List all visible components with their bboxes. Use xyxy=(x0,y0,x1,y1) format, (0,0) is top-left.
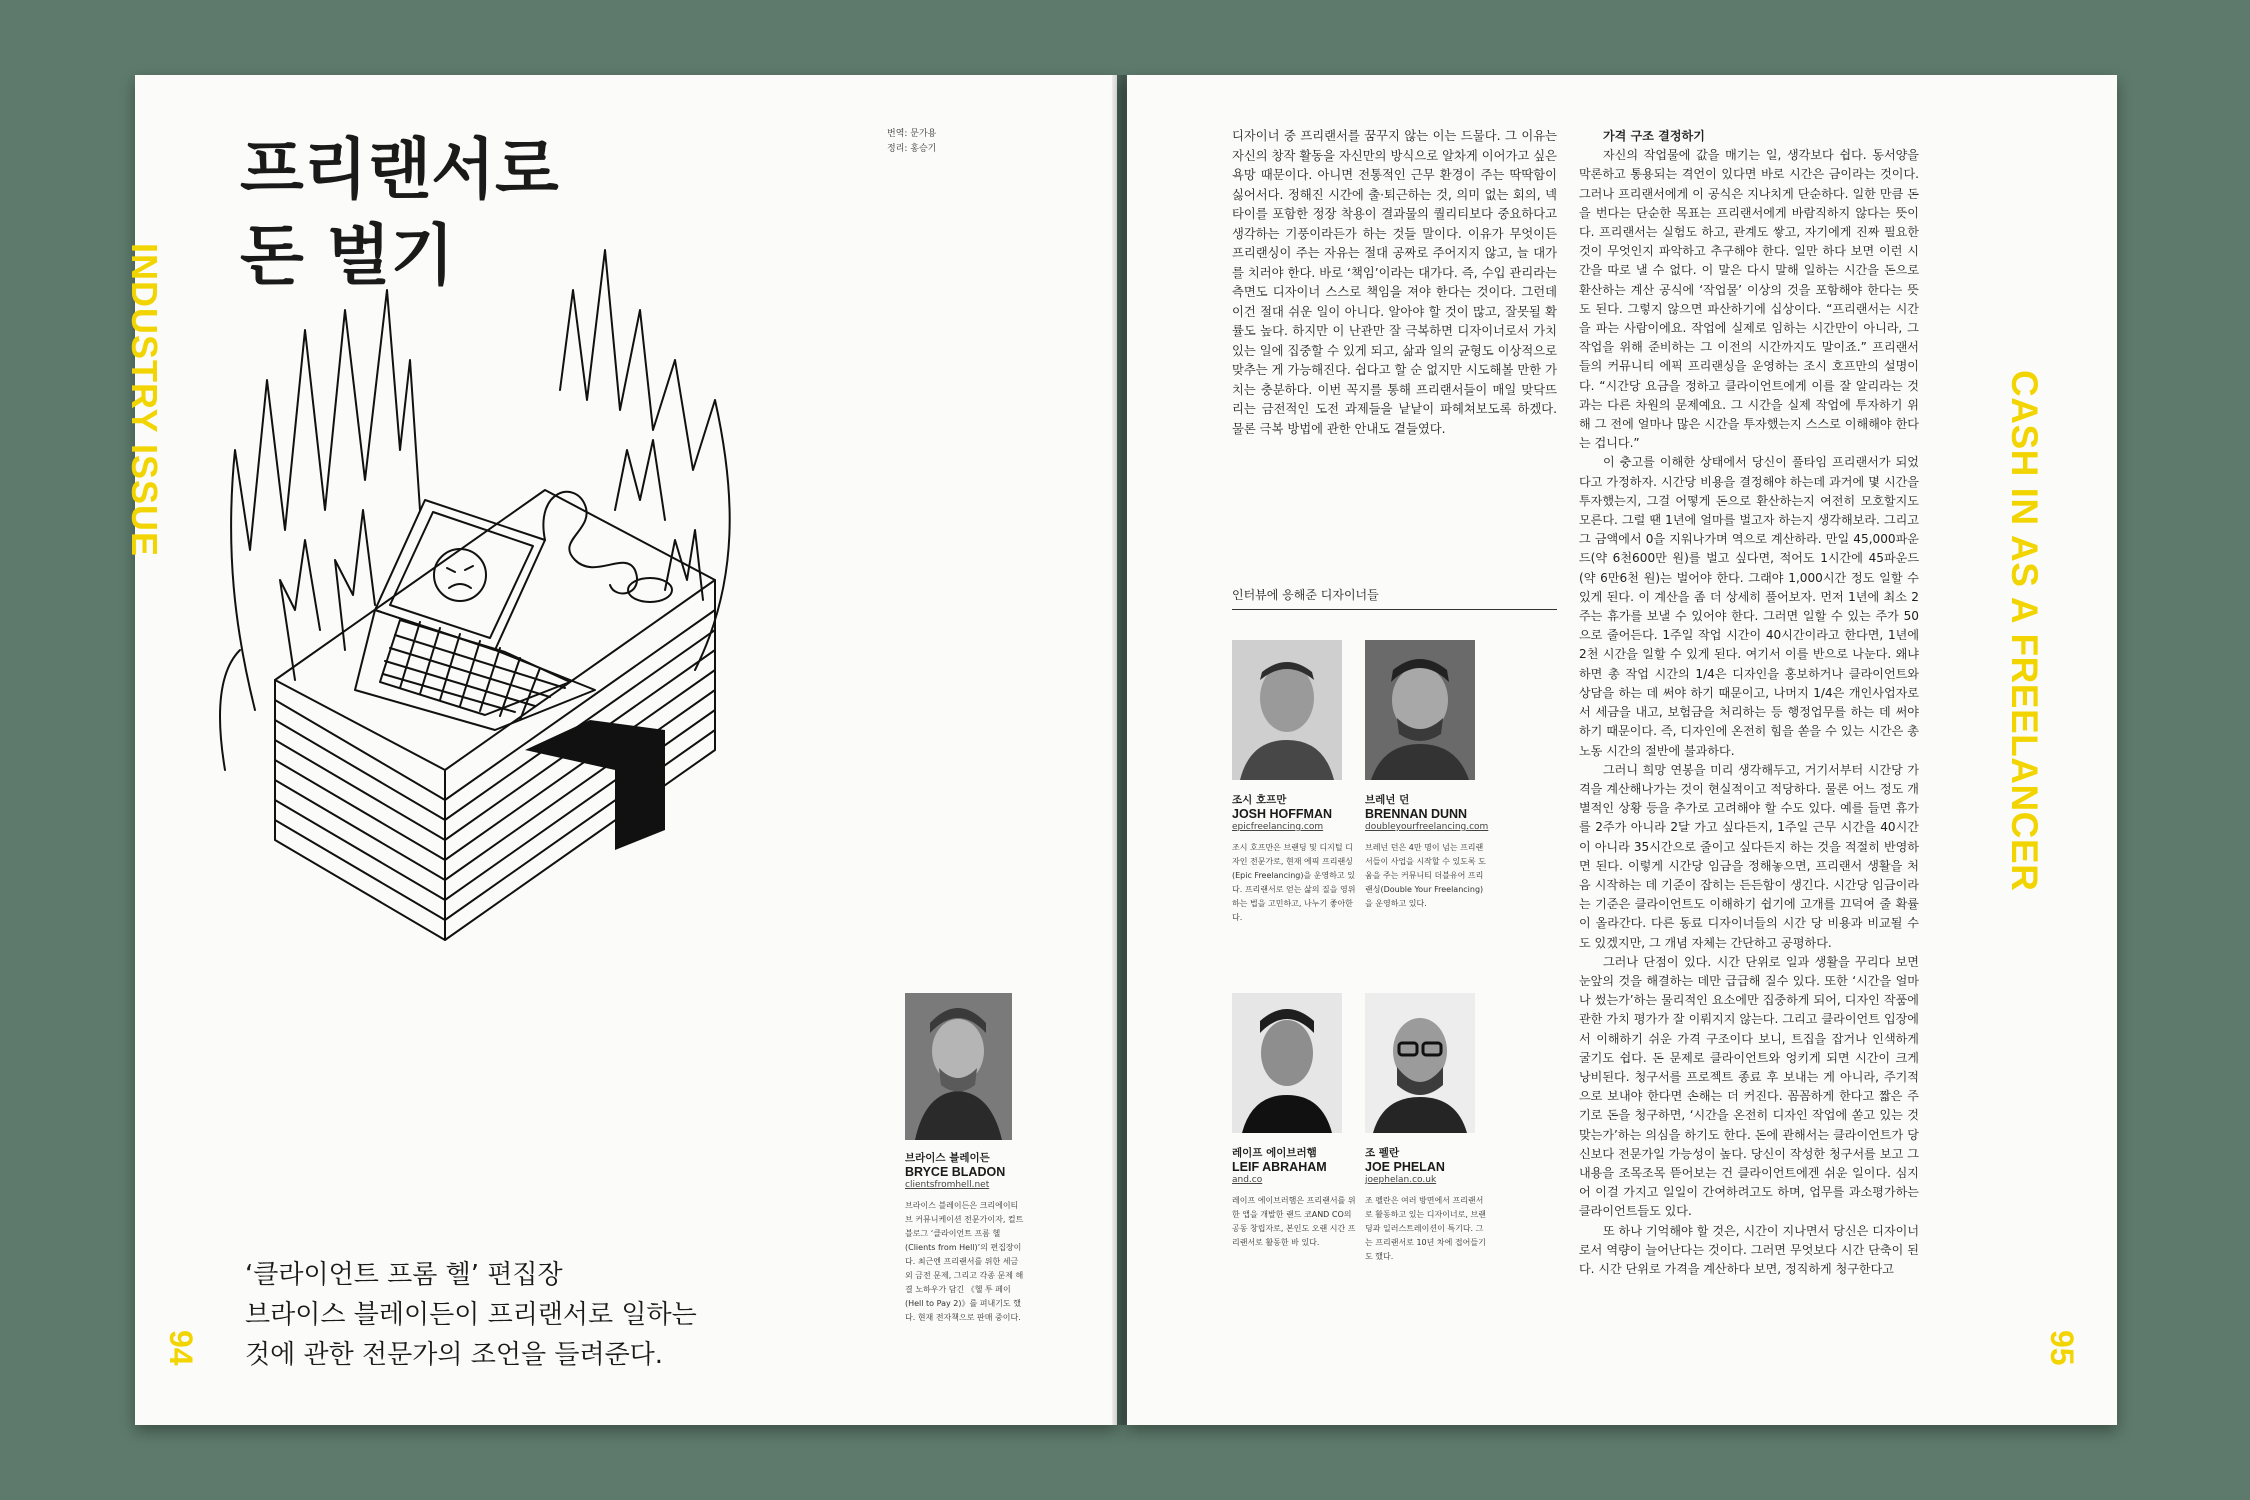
page-number-left: 94 xyxy=(163,1330,199,1366)
author-site-link[interactable]: clientsfromhell.net xyxy=(905,1180,990,1190)
title-line-1: 프리랜서로 xyxy=(240,131,559,208)
interviewee-info-1 xyxy=(1232,793,1357,925)
interviewee-site-link[interactable]: and.co xyxy=(1232,1175,1263,1185)
author-bio: 브라이스 블레이든은 크리에이티브 커뮤니케이션 전문가이자, 컬트 블로그 ‘클라이언트 프롬 헬(Clients from Hell)’의 편집장이다. 최근엔 프리랜서를 위한 세금 외 금전 문제, 그리고 각종 문제 해결 노하우가 담긴 《헬 투 페이(Hell to Pay 2)》를 펴내기도 했다. 현재 전자책으로 판매 중이다. xyxy=(905,1201,1024,1322)
interviewee-name-ko: 레이프 에이브러햄 xyxy=(1232,1147,1317,1159)
interviewee-bio: 레이프 에이브러햄은 프리랜서를 위한 앱을 개발한 랜드 코AND CO의 공동 창립자로, 본인도 오랜 시간 프리랜서로 활동한 바 있다. xyxy=(1232,1196,1356,1247)
tagline-line-3: 것에 관한 전문가의 조언을 들려준다. xyxy=(245,1340,664,1370)
title-line-2: 돈 벌기 xyxy=(240,217,455,294)
interviewee-photo-1 xyxy=(1232,640,1342,780)
stack-slot-shadow xyxy=(525,720,665,850)
section-label-left: INDUSTRY ISSUE xyxy=(124,243,165,558)
left-page xyxy=(124,75,1117,1425)
interviewee-site-link[interactable]: doubleyourfreelancing.com xyxy=(1365,822,1489,832)
interviewee-name-en: JOE PHELAN xyxy=(1365,1160,1445,1174)
section-subhead: 가격 구조 결정하기 xyxy=(1603,129,1705,143)
laptop-cable xyxy=(543,492,637,594)
interviewee-site-link[interactable]: epicfreelancing.com xyxy=(1232,822,1324,832)
interviewee-name-en: BRENNAN DUNN xyxy=(1365,807,1468,821)
interviewee-site-link[interactable]: joephelan.co.uk xyxy=(1365,1175,1437,1185)
credit-editor: 정리: 홍승기 xyxy=(887,144,937,154)
author-info xyxy=(905,1151,1025,1325)
interviewee-name-ko: 브레넌 던 xyxy=(1365,794,1410,806)
illustration-burning-laptop xyxy=(195,250,795,970)
interviewee-photo-2 xyxy=(1365,640,1475,780)
interviewees-heading: 인터뷰에 응해준 디자이너들 xyxy=(1232,586,1557,610)
section-label-right: CASH IN AS A FREELANCER xyxy=(2004,370,2045,892)
page-number-right: 95 xyxy=(2044,1330,2080,1366)
author-name-en: BRYCE BLADON xyxy=(905,1165,1006,1179)
tagline-line-2: 브라이스 블레이든이 프리랜서로 일하는 xyxy=(245,1300,697,1330)
portrait-image xyxy=(905,993,1012,1140)
interviewee-info-3 xyxy=(1232,1146,1357,1250)
author-name-ko: 브라이스 블레이든 xyxy=(905,1152,990,1164)
interviewee-photo-4 xyxy=(1365,993,1475,1133)
article-tagline xyxy=(245,1255,725,1375)
intro-column xyxy=(1232,127,1557,439)
main-column xyxy=(1579,127,1919,1279)
interviewee-photo-3 xyxy=(1232,993,1342,1133)
interviewee-name-ko: 조 펠란 xyxy=(1365,1147,1400,1159)
interviewee-bio: 브레넌 던은 4만 명이 넘는 프리랜서들이 사업을 시작할 수 있도록 도움을 주는 커뮤니티 더블유어 프리랜싱(Double Your Freelancing)을 운영하고 있다. xyxy=(1365,843,1486,908)
interviewee-name-ko: 조시 호프만 xyxy=(1232,794,1287,806)
right-page xyxy=(1127,75,2117,1425)
author-photo xyxy=(905,993,1012,1140)
portrait-image xyxy=(1365,993,1475,1133)
body-paragraph: 이 충고를 이해한 상태에서 당신이 풀타임 프리랜서가 되었다고 가정하자. 시간당 비용을 결정해야 하는데 과거에 몇 시간을 투자했는지, 그걸 어떻게 돈으로 환산하는지 여전히 모호할지도 모른다. 그럴 땐 1년에 얼마를 벌고자 하는지 생각해보라. 그리고 그 금액에서 0을 지워나가며 역으로 계산하라. 만일 45,000파운드(약 6천600만 원)를 벌고 싶다면, 적어도 1시간에 45파운드(약 6만6천 원)는 벌어야 한다. 그래야 1,000시간 정도 일할 수 있게 된다. 이 계산을 좀 더 상세히 풀어보자. 먼저 1년에 최소 2주는 휴가를 보낼 수 있어야 한다. 그러면 일할 수 있는 주가 50으로 줄어든다. 1주일 작업 시간이 40시간이라고 한다면, 1년에 2천 시간을 일할 수 있게 된다. 여기서 이를 반으로 나눈다. 왜냐하면 총 작업 시간의 1/4은 디자인을 홍보하거나 클라이언트와 상담을 하는 데 써야 하기 때문이고, 나머지 1/4은 개인사업자로서 세금을 내고, 보험금을 처리하는 등 행정업무를 하는 데 써야 하기 때문이다. 즉, 디자인에 온전히 힘을 쏟을 수 있는 시간은 총 노동 시간의 절반에 불과하다. xyxy=(1579,455,1919,758)
portrait-image xyxy=(1365,640,1475,780)
portrait-image xyxy=(1232,640,1342,780)
body-paragraph: 또 하나 기억해야 할 것은, 시간이 지나면서 당신은 디자이너로서 역량이 늘어난다는 것이다. 그러면 무엇보다 시간 단축이 된다. 시간 단위로 가격을 계산하다 보면, 정직하게 청구한다고 xyxy=(1579,1223,1919,1276)
interviewee-info-2 xyxy=(1365,793,1490,911)
flame-outline-right xyxy=(560,250,730,670)
body-paragraph: 그러나 단점이 있다. 시간 단위로 일과 생활을 꾸리다 보면 눈앞의 것을 해결하는 데만 급급해 질수 있다. 또한 ‘시간을 얼마나 썼는가’하는 물리적인 요소에만 집중하게 되어, 디자인 작품에 관한 가치 평가가 잘 이뤄지지 않는다. 그리고 클라이언트 입장에서 이해하기 쉬운 가격 구조이다 보니, 트집을 잡거나 인색하게 굴기도 쉽다. 돈 문제로 클라이언트와 엉키게 되면 시간이 크게 낭비된다. 청구서를 프로젝트 종료 후 보내는 게 아니라, 주기적으로 보내야 한다면 손해는 더 커진다. 꼼꼼하게 한다고 짧은 주기로 돈을 청구하면, ‘시간을 온전히 디자인 작업에 쏟고 있는 것 맞는가’하는 의심을 하기도 한다. 돈에 관해서는 클라이언트가 당신보다 전문가일 가능성이 높다. 당신이 작성한 청구서를 보고 그 내용을 조목조목 뜯어보는 건 클라이언트에겐 쉬운 일이다. 심지어 이걸 가지고 일일이 간여하려고도 하며, 업무를 과소평가하는 클라이언트들도 있다. xyxy=(1579,954,1919,1219)
portrait-image xyxy=(1232,993,1342,1133)
interviewee-bio: 조 펠란은 여러 방면에서 프리랜서로 활동하고 있는 디자이너로, 브랜딩과 일러스트레이션이 특기다. 그는 프리랜서로 10년 차에 접어들기도 했다. xyxy=(1365,1196,1486,1261)
body-paragraph: 그러니 희망 연봉을 미리 생각해두고, 거기서부터 시간당 가격을 계산해나가는 것이 현실적이고 적당하다. 물론 어느 정도 개별적인 상황 등을 추가로 고려해야 할 수도 있다. 예를 들면 휴가를 2주가 아니라 2달 가고 싶다든지, 1주일 근무 시간을 40시간이 아니라 35시간으로 줄이고 싶다든지 하는 것을 적절히 반영하면 된다. 이렇게 시간당 임금을 정해놓으면, 프리랜서 생활을 처음 시작하는 데 기준이 잡히는 든든함이 생긴다. 시간당 임금이라는 기준은 클라이언트도 이해하기 쉽기에 고개를 끄덕여 줄 확률이 올라간다. 다른 동료 디자이너들의 시간 당 비용과 비교될 수도 있겠지만, 그 개념 자체는 간단하고 공평하다. xyxy=(1579,762,1919,950)
interviewee-bio: 조시 호프만은 브랜딩 및 디지털 디자인 전문가로, 현재 에픽 프리랜싱(Epic Freelancing)을 운영하고 있다. 프리랜서로 얻는 삶의 질을 영위하는 법을 고민하고, 나누기 좋아한다. xyxy=(1232,843,1356,922)
credit-translator: 번역: 문가용 xyxy=(887,129,937,139)
interviewee-name-en: JOSH HOFFMAN xyxy=(1232,807,1332,821)
body-paragraph: 자신의 작업물에 값을 매기는 일, 생각보다 쉽다. 동서양을 막론하고 통용되는 격언이 있다면 바로 시간은 금이라는 것이다. 그러나 프리랜서에게 이 공식은 지나치게 단순하다. 일한 만큼 돈을 번다는 단순한 목표는 프리랜서에게 바람직하지 않다는 뜻이다. 프리랜서는 실험도 하고, 관계도 쌓고, 자기에게 진짜 필요한 것이 무엇인지 파악하고 추구해야 한다. 일만 하다 보면 이런 시간을 따로 낼 수 없다. 이 말은 다시 말해 일하는 시간을 돈으로 환산하는 계산 공식에 ‘작업물’ 이상의 것을 포함해야 한다는 뜻도 된다. 그렇지 않으면 파산하기에 십상이다. “프리랜서는 시간을 파는 사람이에요. 작업에 실제로 임하는 시간만이 아니라, 그 작업을 위해 준비하는 그 이전의 시간까지도 말이죠.” 프리랜서들의 커뮤니티 에픽 프리랜싱을 운영하는 조시 호프만의 설명이다. “시간당 요금을 정하고 클라이언트에게 이를 잘 알리라는 것과는 다른 차원의 문제예요. 그 시간을 실제 작업에 투자하기 위해 그 전에 얼마나 많은 시간을 투자했는지 스스로 이해해야 한다는 겁니다.” xyxy=(1579,148,1919,451)
article-credits xyxy=(887,127,936,157)
tagline-line-1: ‘클라이언트 프롬 헬’ 편집장 xyxy=(245,1260,563,1290)
intro-paragraph: 디자이너 중 프리랜서를 꿈꾸지 않는 이는 드물다. 그 이유는 자신의 창작 활동을 자신만의 방식으로 알차게 이어가고 싶은 욕망 때문이다. 아니면 전통적인 근무 환경이 주는 딱딱함이 싫어서다. 정해진 시간에 출·퇴근하는 것, 의미 없는 회의, 넥타이를 포함한 정장 착용이 결과물의 퀄리티보다 중요하다고 생각하는 기풍이라든가 하는 것들 말이다. 이유가 무엇이든 프리랜싱이 주는 자유는 절대 공짜로 주어지지 않고, 늘 대가를 치러야 한다. 바로 ‘책임’이라는 대가다. 즉, 수입 관리라는 측면도 디자이너 스스로 책임을 져야 한다는 것이다. 그런데 이건 절대 쉬운 일이 아니다. 알아야 할 것이 많고, 잘못될 확률도 높다. 하지만 이 난관만 잘 극복하면 디자이너로서 가치 있는 일에 집중할 수 있게 되고, 삶과 일의 균형도 이상적으로 맞추는 게 가능해진다. 쉽다고 할 순 없지만 시도해볼 만한 가치는 충분하다. 이번 꼭지를 통해 프리랜서들이 매일 맞닥뜨리는 금전적인 도전 과제들을 낱낱이 파헤쳐보도록 하겠다. 물론 극복 방법에 관한 안내도 곁들였다. xyxy=(1232,129,1557,436)
interviewee-info-4 xyxy=(1365,1146,1490,1264)
interviewee-name-en: LEIF ABRAHAM xyxy=(1232,1160,1327,1174)
